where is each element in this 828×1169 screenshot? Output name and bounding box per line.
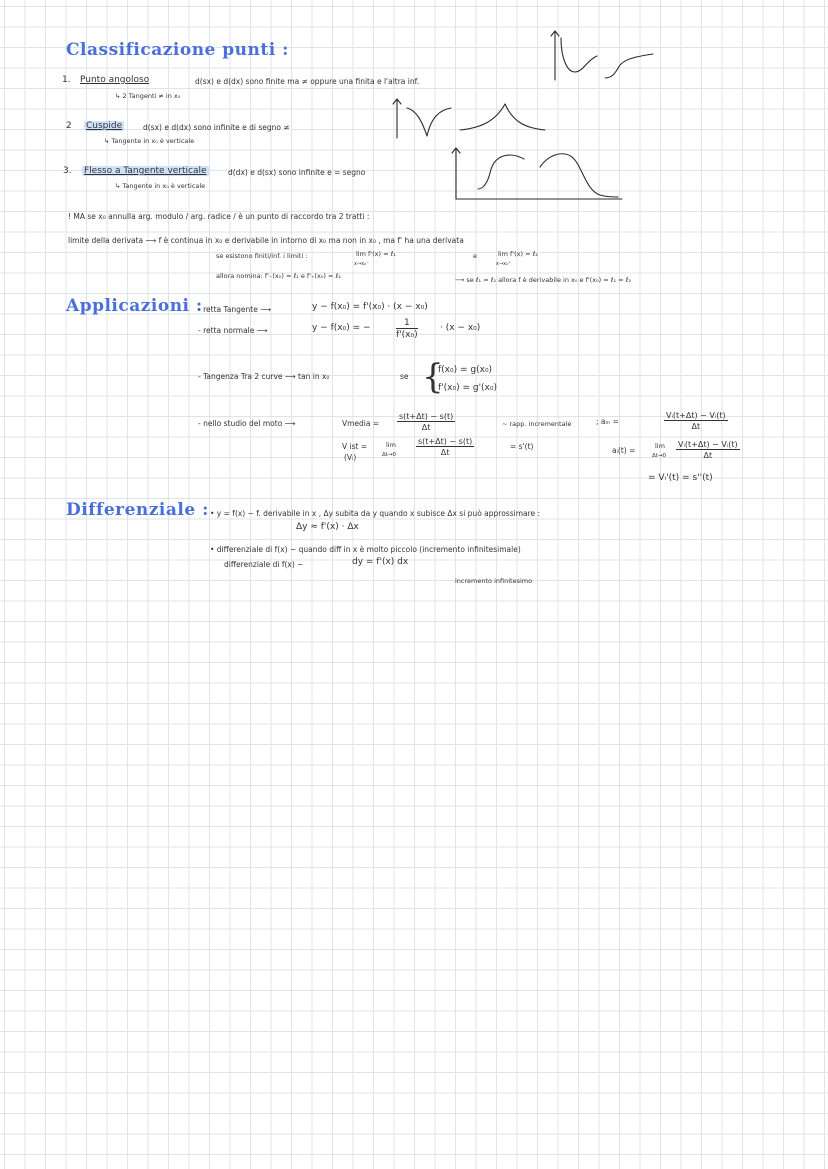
item-name-cuspide	[84, 122, 124, 132]
section-title-applicazioni: Applicazioni :	[66, 296, 203, 316]
fraction-numerator: Vᵢ(t+Δt) − Vᵢ(t)	[666, 411, 726, 420]
differenziale-eq: dy = f'(x) dx	[352, 557, 409, 567]
section-title-classificazione: Classificazione punti :	[66, 40, 289, 60]
fraction-numerator: s(t+Δt) − s(t)	[418, 437, 473, 446]
item-subnote: ↳ Tangente in x₀ è verticale	[115, 182, 206, 190]
fraction-denominator: Δt	[440, 448, 450, 457]
highlighted-term: Cuspide	[86, 121, 123, 131]
item-name-flesso	[82, 167, 209, 177]
fraction-numerator: Vᵢ(t+Δt) − Vᵢ(t)	[678, 440, 738, 449]
exist-line: se esistono finiti/inf. i limiti :	[216, 252, 308, 260]
rapporto-incrementale-note: ~ rapp. incrementale	[502, 420, 572, 428]
item-subnote: ↳ 2 Tangenti ≠ in x₀	[115, 92, 181, 100]
tangenza-curve-label: - Tangenza Tra 2 curve ⟶ tan in x₀	[198, 372, 330, 381]
allora-line: allora nomina: f'₋(x₀) = ℓ₁ e f'₊(x₀) = ℓ₂	[216, 272, 341, 280]
limit-subscript: Δt→0	[652, 453, 667, 459]
fraction-numerator: 1	[396, 318, 418, 329]
highlighted-term: Flesso a Tangente verticale	[84, 166, 207, 176]
vmedia-fraction	[397, 412, 455, 432]
retta-normale-eq-right: · (x − x₀)	[440, 323, 481, 333]
lim-left-sub: x→x₀⁻	[354, 261, 369, 267]
lim-right-sub: x→x₀⁺	[496, 261, 511, 267]
sketch-cuspide	[385, 96, 550, 146]
differenziale-bullet-2: • differenziale di f(x) ~ quando diff in x è molto piccolo (incremento infinitesimale)	[210, 545, 521, 554]
lim-right: lim f'(x) = ℓ₂	[498, 250, 538, 258]
accel-media-label: ; aₘ =	[596, 417, 619, 426]
accel-ist-fraction	[676, 440, 740, 460]
item-number: 3.	[63, 166, 72, 176]
limite-derivata-line: limite della derivata ⟶ f è continua in x₀ e derivabile in intorno di x₀ ma non in x₀ , ma f' ha una derivata	[68, 236, 464, 245]
item-number: 2	[66, 121, 72, 131]
retta-normale-eq-left: y − f(x₀) = −	[312, 323, 371, 333]
tangenza-eq-2: f'(x₀) = g'(x₀)	[438, 383, 498, 393]
ma-note: ! MA se x₀ annulla arg. modulo / arg. radice / è un punto di raccordo tra 2 tratti :	[68, 212, 370, 221]
limit-symbol: lim	[655, 442, 665, 450]
lim-left: lim f'(x) = ℓ₁	[356, 250, 396, 258]
limit-symbol: lim	[386, 441, 396, 449]
vist-sub: (Vᵢ)	[344, 453, 357, 462]
item-description: d(dx) e d(sx) sono infinite e = segno	[228, 168, 366, 177]
fraction-denominator: f'(x₀)	[396, 330, 418, 340]
conclusion-line: ⟶ se ℓ₁ = ℓ₂ allora f è derivabile in x₀ e f'(x₀) = ℓ₁ = ℓ₂	[455, 276, 631, 284]
tangenza-se: se	[400, 372, 409, 381]
differenziale-line-2: differenziale di f(x) ~	[224, 560, 304, 569]
moto-label: - nello studio del moto ⟶	[198, 419, 296, 428]
fraction-denominator: Δt	[703, 451, 713, 460]
vist-label: V ist =	[342, 442, 368, 451]
fraction-denominator: Δt	[421, 423, 431, 432]
fraction-numerator: s(t+Δt) − s(t)	[399, 412, 454, 421]
retta-normale-label: - retta normale ⟶	[198, 326, 268, 335]
accel-media-fraction	[664, 411, 728, 431]
and-word: e	[473, 252, 477, 260]
vist-fraction	[416, 437, 474, 457]
accel-ist-result: = Vᵢ'(t) = s''(t)	[648, 473, 713, 483]
retta-normale-fraction	[396, 318, 418, 340]
differenziale-approx-eq: Δy ≈ f'(x) · Δx	[296, 522, 359, 532]
differenziale-bullet-1: • y = f(x) ~ f. derivabile in x , Δy subita da y quando x subisce Δx si può approssimare :	[210, 509, 541, 518]
vist-result: = s'(t)	[510, 442, 534, 451]
limit-subscript: Δt→0	[382, 452, 397, 458]
incremento-infinitesimo-note: incremento infinitesimo	[455, 577, 533, 585]
system-brace: {	[422, 357, 444, 397]
sketch-flesso-verticale	[450, 145, 625, 205]
item-number: 1.	[62, 75, 71, 85]
section-title-differenziale: Differenziale :	[66, 500, 209, 520]
retta-tangente-equation: y − f(x₀) = f'(x₀) · (x − x₀)	[312, 302, 428, 312]
tangenza-eq-1: f(x₀) = g(x₀)	[438, 365, 493, 375]
vmedia-label: Vmedia =	[342, 419, 380, 428]
fraction-denominator: Δt	[691, 422, 701, 431]
accel-ist-label: aᵢ(t) =	[612, 446, 636, 455]
item-name-punto-angoloso: Punto angoloso	[80, 75, 150, 85]
item-subnote: ↳ Tangente in x₀ è verticale	[104, 137, 195, 145]
retta-tangente-label: - retta Tangente ⟶	[198, 305, 271, 314]
item-description: d(sx) e d(dx) sono infinite e di segno ≠	[143, 123, 290, 132]
sketch-punto-angoloso	[545, 28, 655, 98]
item-description: d(sx) e d(dx) sono finite ma ≠ oppure una finita e l'altra inf.	[195, 77, 420, 86]
